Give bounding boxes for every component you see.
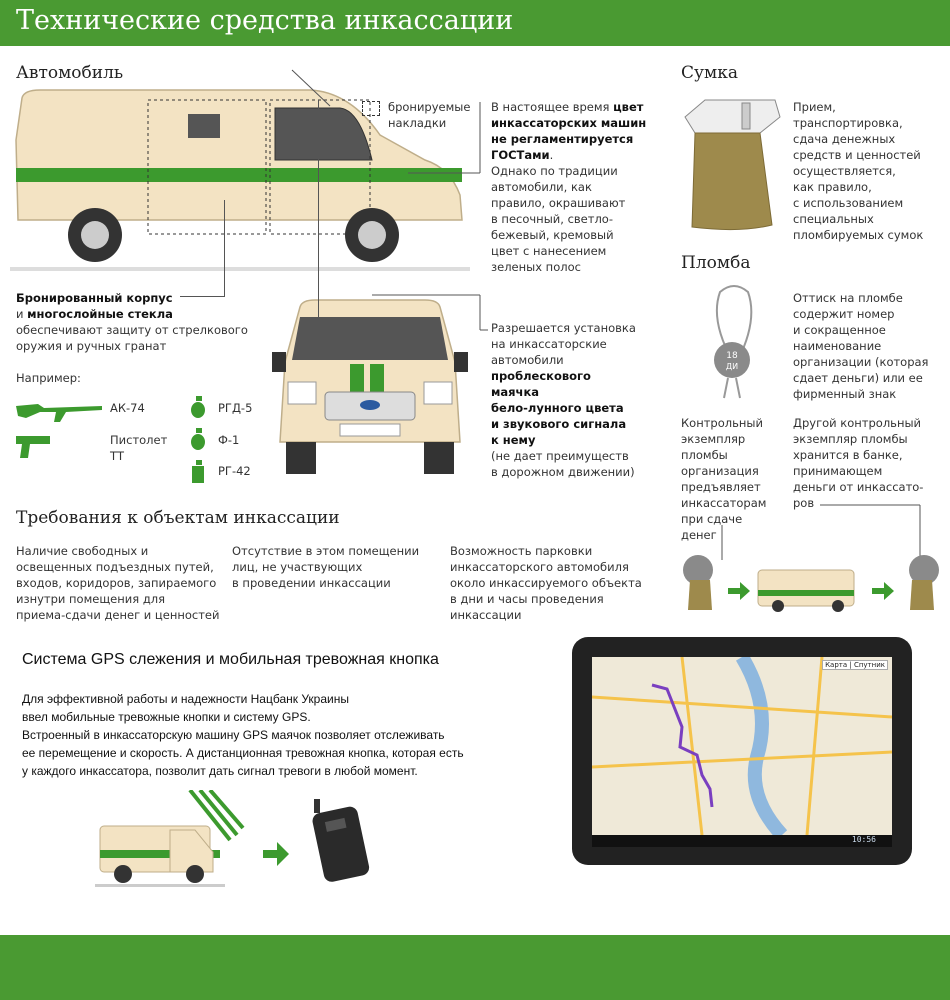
pointer-lines-beacon — [370, 290, 490, 335]
seal-title: Пломба — [681, 253, 751, 273]
alarm-button-device-icon — [312, 795, 372, 885]
grenade-rg42-label: РГ-42 — [218, 464, 251, 478]
map-view[interactable] — [592, 657, 892, 835]
seal-right-text: Другой контрольный экземпляр пломбы хранится в банке, принимающем деньги от инкассато- ров — [793, 416, 924, 510]
beacon-note: Разрешается установка на инкассаторские автомобили проблескового маячка бело-лунного цвета и звукового сигнала к нему (не дает преимуществ в дорожном движении) — [491, 321, 636, 479]
example-label: Например: — [16, 371, 81, 385]
car-section-title: Автомобиль — [16, 63, 124, 83]
grenade-f1-icon — [190, 428, 206, 450]
pointer-lines-top — [290, 68, 490, 178]
rifle-icon — [16, 398, 104, 424]
map-type-buttons[interactable]: Карта | Спутник — [822, 660, 888, 670]
svg-text:18: 18 — [726, 351, 738, 361]
pistol-label: Пистолет ТТ — [110, 433, 168, 463]
bag-illustration — [680, 95, 785, 235]
gps-text: Для эффективной работы и надежности Нацбанк Украины ввел мобильные тревожные кнопки и систему GPS. Встроенный в инкассаторскую машину GPS маячок позволяет отслеживать ее перемещение и скорость. А дистанционная тревожная кнопка, которая есть у каждого инкассатора, позволит дать сигнал тревоги в любой момент. — [22, 692, 464, 778]
grenade-f1-label: Ф-1 — [218, 433, 240, 447]
color-note: В настоящее время цвет инкассаторских машин не регламентируется ГОСТами. Однако по традиции автомобили, как правило, окрашивают в песочный, светло- бежевый, кремовый цвет с нанесением зеленых полос — [491, 100, 647, 274]
grenade-rg42-icon — [190, 460, 206, 484]
seal-illustration — [700, 280, 770, 400]
requirements-title: Требования к объектам инкассации — [16, 508, 340, 528]
requirement-no-outsiders: Отсутствие в этом помещении лиц, не участвующих в проведении инкассации — [232, 544, 420, 590]
map-illustration — [592, 657, 892, 835]
armor-note: Бронированный корпус и многослойные стекла обеспечивают защиту от стрелкового оружия и ручных гранат — [16, 291, 248, 353]
tablet-status-bar — [592, 835, 892, 847]
tablet-clock: 10:56 — [851, 835, 876, 844]
requirement-access: Наличие свободных и освещенных подъездных путей, входов, коридоров, запираемого изнутри помещения для приема-сдачи денег и ценностей — [16, 544, 220, 622]
seal-text: Оттиск на пломбе содержит номер и сокращенное наименование организации (которая сдает деньги) или ее фирменный знак — [793, 291, 929, 401]
gps-title: Система GPS слежения и мобильная тревожная кнопка — [22, 651, 439, 668]
rifle-label: АК-74 — [110, 401, 145, 415]
pistol-icon — [16, 434, 52, 460]
bag-text: Прием, транспортировка, сдача денежных средств и ценностей осуществляется, как правило, с использованием специальных пломбируемых сумок — [793, 100, 924, 242]
svg-text:ДИ: ДИ — [725, 362, 739, 371]
armor-overlay-legend: бронируемые накладки — [388, 100, 471, 130]
grenade-rgd5-icon — [190, 396, 206, 418]
bag-title: Сумка — [681, 63, 738, 83]
header-bar — [0, 0, 950, 46]
requirement-parking: Возможность парковки инкассаторского автомобиля около инкассируемого объекта в дни и часы проведения инкассации — [450, 544, 642, 622]
grenade-rgd5-label: РГД-5 — [218, 401, 253, 415]
footer-bar — [0, 935, 950, 1000]
page-title: Технические средства инкассации — [16, 5, 514, 36]
handover-scene — [680, 550, 942, 615]
seal-left-text: Контрольный экземпляр пломбы организация предъявляет инкассаторам при сдаче денег — [681, 416, 767, 542]
